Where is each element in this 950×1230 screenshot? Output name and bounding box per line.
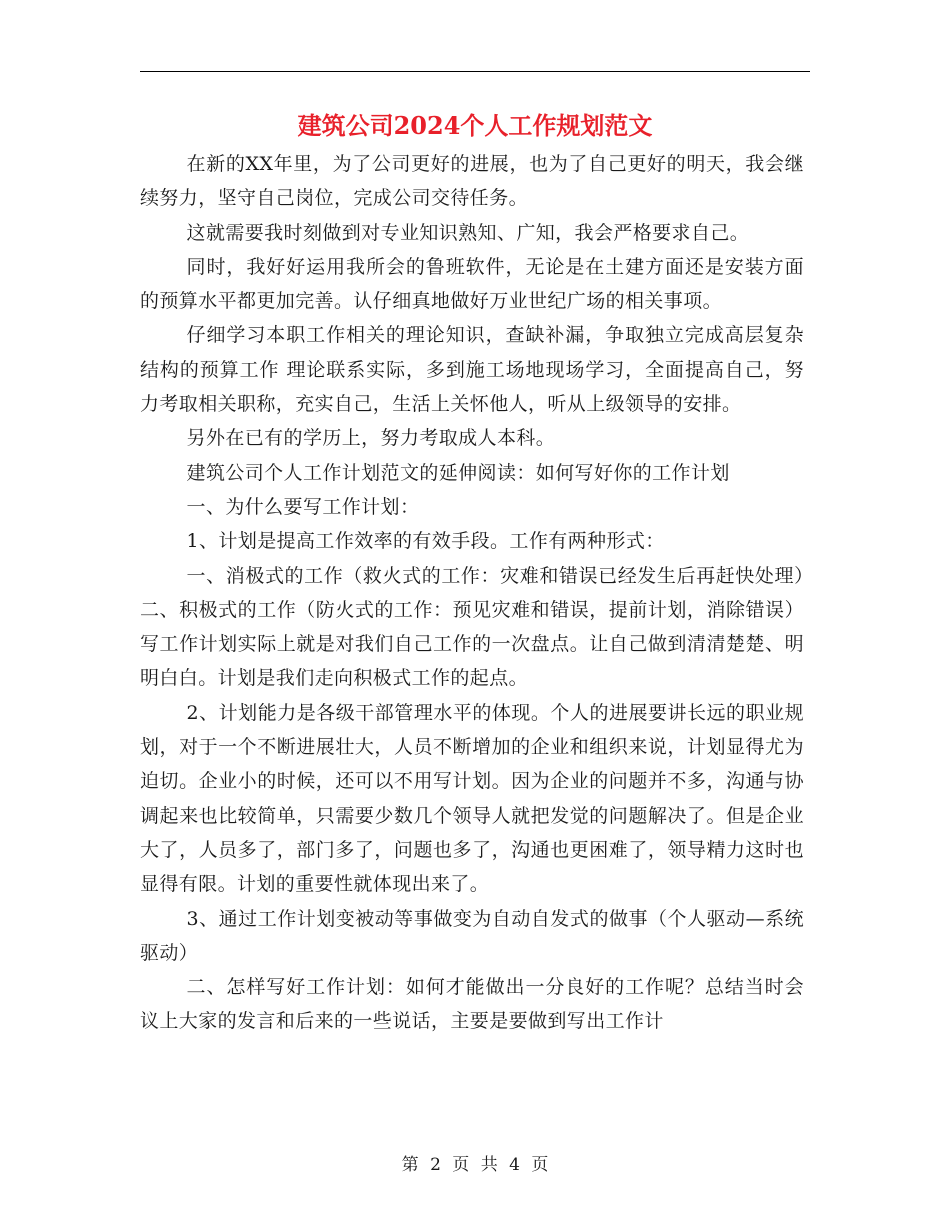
page-number: 第 2 页 共 4 页	[401, 1155, 549, 1175]
paragraph: 另外在已有的学历上，努力考取成人本科。	[186, 427, 556, 450]
header-rule	[140, 71, 810, 72]
paragraph: 一、消极式的工作（救火式的工作：灾难和错误已经发生后再赶快处理）二、积极式的工作（防火式的工作：预见灾难和错误，提前计划，消除错误）写工作计划实际上就是对我们自己工作的一次盘点。让自己做到清清楚楚、明明白白。计划是我们走向积极式工作的起点。	[140, 564, 804, 690]
paragraph: 在新的XX年里，为了公司更好的进展，也为了自己更好的明天，我会继续努力，坚守自己岗位，完成公司交待任务。	[140, 153, 804, 210]
document-title: 建筑公司2024个人工作规划范文	[297, 111, 653, 140]
paragraph: 3、通过工作计划变被动等事做变为自动自发式的做事（个人驱动—系统驱动）	[140, 907, 804, 964]
paragraph: 建筑公司个人工作计划范文的延伸阅读：如何写好你的工作计划	[186, 461, 730, 484]
paragraph: 2、计划能力是各级干部管理水平的体现。个人的进展要讲长远的职业规划，对于一个不断进展壮大，人员不断增加的企业和组织来说，计划显得尤为迫切。企业小的时候，还可以不用写计划。因为企业的问题并不多，沟通与协调起来也比较简单，只需要少数几个领导人就把发觉的问题解决了。但是企业大了，人员多了，部门多了，问题也多了，沟通也更困难了，领导精力这时也显得有限。计划的重要性就体现出来了。	[140, 701, 804, 896]
paragraph: 同时，我好好运用我所会的鲁班软件，无论是在土建方面还是安装方面的预算水平都更加完善。认仔细真地做好万业世纪广场的相关事项。	[140, 255, 804, 313]
paragraph: 1、计划是提高工作效率的有效手段。工作有两种形式：	[186, 530, 665, 553]
paragraph: 这就需要我时刻做到对专业知识熟知、广知，我会严格要求自己。	[186, 221, 750, 244]
paragraph: 仔细学习本职工作相关的理论知识，查缺补漏，争取独立完成高层复杂结构的预算工作 理论联系实际，多到施工场地现场学习，全面提高自己，努力考取相关职称，充实自己，生活上关怀他人，听从上级领导的安排。	[140, 324, 804, 416]
section-heading: 一、为什么要写工作计划：	[186, 495, 420, 518]
document-body	[140, 147, 804, 1039]
paragraph: 二、怎样写好工作计划：如何才能做出一分良好的工作呢？总结当时会议上大家的发言和后来的一些说话，主要是要做到写出工作计	[140, 976, 804, 1033]
